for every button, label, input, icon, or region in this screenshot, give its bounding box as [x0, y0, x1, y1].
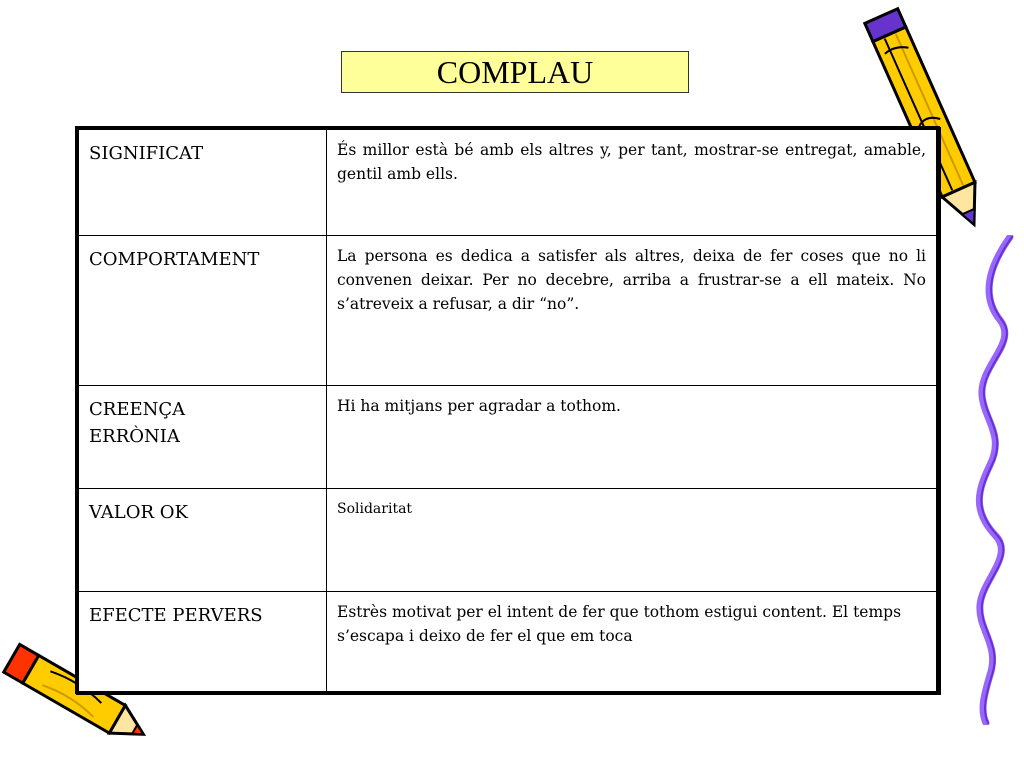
row-label: EFECTE PERVERS: [79, 592, 327, 692]
row-label: COMPORTAMENT: [79, 236, 327, 386]
table-row: [79, 130, 937, 236]
row-label: VALOR OK: [79, 489, 327, 592]
row-value: La persona es dedica a satisfer als altres, deixa de fer coses que no li convenen deixar. Per no decebre, arriba a frustrar-se a ell mateix. No s’atreveix a refusar, a dir “no”.: [327, 236, 937, 386]
row-value: Solidaritat: [327, 489, 937, 592]
row-label: SIGNIFICAT: [79, 130, 327, 236]
table-row: [79, 592, 937, 692]
squiggle-line: [960, 235, 1024, 725]
table-row: [79, 386, 937, 489]
row-value: És millor està bé amb els altres y, per tant, mostrar-se entregat, amable, gentil amb ells.: [327, 130, 937, 236]
slide-title: COMPLAU: [341, 51, 689, 93]
row-label: CREENÇA ERRÒNIA: [79, 386, 327, 489]
table-row: [79, 489, 937, 592]
row-value: Estrès motivat per el intent de fer que tothom estigui content. El temps s’escapa i deixo de fer el que em toca: [327, 592, 937, 692]
info-table: [75, 126, 940, 694]
table-row: [79, 236, 937, 386]
row-value: Hi ha mitjans per agradar a tothom.: [327, 386, 937, 489]
